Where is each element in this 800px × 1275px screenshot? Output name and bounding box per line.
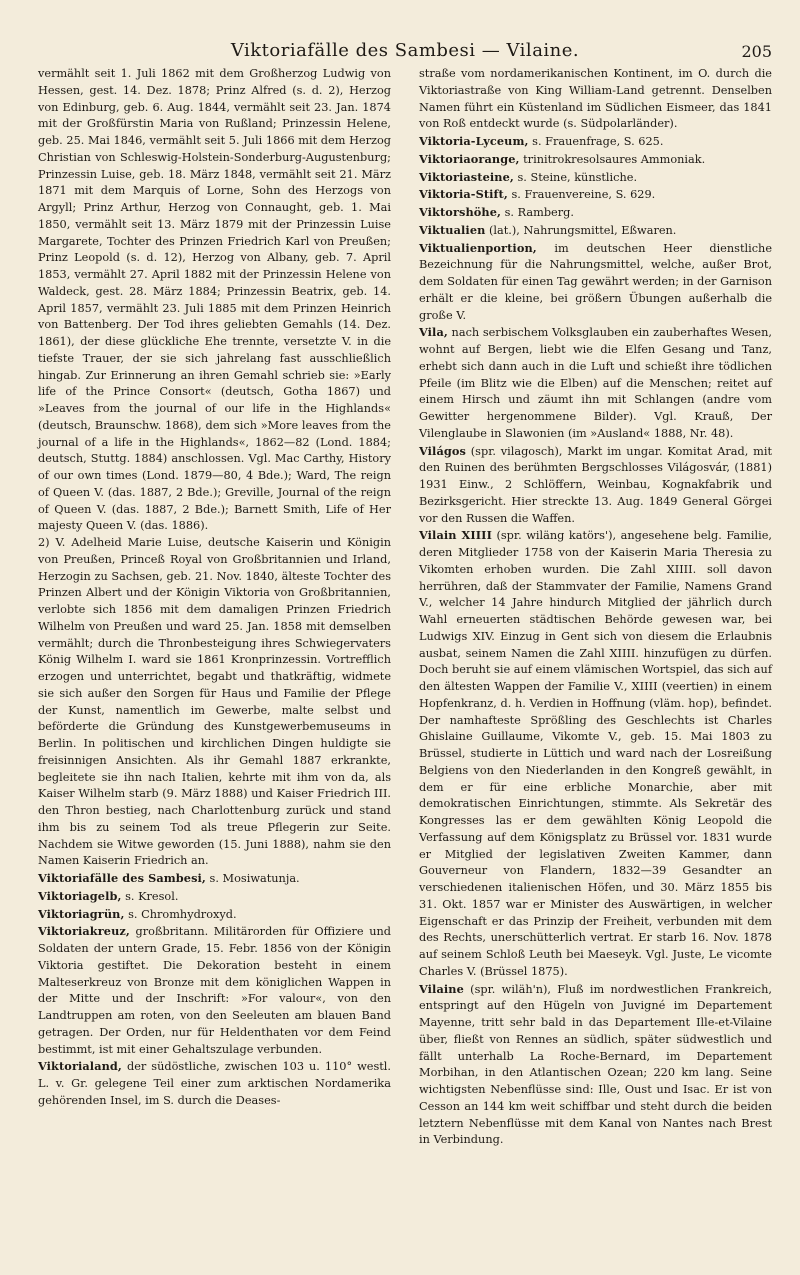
dictionary-entry bbox=[38, 906, 391, 924]
dictionary-entry bbox=[419, 443, 772, 528]
dictionary-entry bbox=[38, 1058, 391, 1109]
entry-headword: Világos bbox=[419, 443, 466, 458]
entry-text: s. Mosiwatunja. bbox=[205, 872, 300, 885]
entry-headword: Viktualien bbox=[419, 222, 486, 237]
dictionary-entry bbox=[38, 535, 391, 870]
dictionary-entry bbox=[419, 186, 772, 204]
dictionary-entry bbox=[419, 240, 772, 325]
dictionary-entry bbox=[419, 66, 772, 133]
running-head: Viktoriafälle des Sambesi — Vilaine. bbox=[230, 40, 580, 61]
entry-text: (spr. vilagosch), Markt im ungar. Komitat Arad, mit den Ruinen des berühmten Bergschlosses Világosvár, (1881) 1931 Einw., 2 Schlöffern, Weinbau, Kognakfabrik und Bezirksgericht. Hier streckte 13. Aug. 1849 General Görgei vor den Russen die Waffen. bbox=[419, 444, 772, 525]
text-columns bbox=[38, 66, 772, 1149]
entry-headword: Viktoria-Stift, bbox=[419, 187, 508, 202]
dictionary-entry bbox=[419, 527, 772, 980]
entry-text: s. Frauenfrage, S. 625. bbox=[528, 135, 664, 148]
entry-text: s. Steine, künstliche. bbox=[513, 170, 638, 184]
page-number: 205 bbox=[741, 42, 772, 61]
entry-text: s. Ramberg. bbox=[501, 206, 574, 219]
dictionary-entry bbox=[419, 151, 772, 169]
entry-text: der südöstliche, zwischen 103 u. 110° westl. L. v. Gr. gelegene Teil einer zum arktischen Nordamerika gehörenden Insel, im S. durch die Deases- bbox=[38, 1060, 391, 1107]
entry-text: (spr. wiläh'n), Fluß im nordwestlichen Frankreich, entspringt auf den Hügeln von Juvigné im Departement Mayenne, tritt sehr bald in das Departement Ille-et-Vilaine über, fließt von Rennes an südlich, später südwestlich und fällt unterhalb La Roche-Bernard, im Departement Morbihan, in den Atlantischen Ozean; 220 km lang. Seine wichtigsten Nebenflüsse sind: Ille, Oust und Isac. Er ist von Cesson an 144 km weit schiffbar und steht durch die beiden letztern Nebenflüsse mit dem Kanal von Nantes nach Brest in Verbindung. bbox=[419, 982, 772, 1147]
dictionary-entry bbox=[419, 204, 772, 222]
dictionary-entry bbox=[38, 923, 391, 1058]
entry-headword: Vilaine bbox=[419, 981, 464, 996]
entry-text: nach serbischem Volksglauben ein zauberhaftes Wesen, wohnt auf Bergen, liebt wie die Elfen Gesang und Tanz, erhebt sich dann auch in die Luft und schießt ihre tödlichen Pfeile (im Blitz wie die Elben) auf die Menschen; reitet auf einem Hirsch und zäumt ihn mit Schlangen (andre vom Gewitter hergenommene Bilder). Vgl. Krauß, Der Vilenglaube in Slawonien (im »Ausland« 1888, Nr. 48). bbox=[419, 326, 772, 440]
entry-headword: Viktualienportion, bbox=[419, 240, 537, 255]
entry-headword: Viktoriagelb, bbox=[38, 888, 122, 903]
entry-headword: Viktoriasteine, bbox=[419, 169, 514, 184]
entry-headword: Viktoriafälle des Sambesi, bbox=[38, 871, 206, 885]
entry-headword: Viktorialand, bbox=[38, 1059, 122, 1074]
dictionary-entry bbox=[419, 222, 772, 240]
entry-headword: Vila, bbox=[419, 325, 448, 340]
page-header bbox=[38, 0, 772, 66]
dictionary-entry bbox=[419, 981, 772, 1150]
entry-text: im deutschen Heer dienstliche Bezeichnung für die Nahrungsmittel, welche, außer Brot, dem Soldaten für einen Tag gewährt werden; in der Garnison erhält er die kleine, bei größern Übungen außerhalb die große V. bbox=[419, 241, 773, 322]
entry-text: straße vom nordamerikanischen Kontinent, im O. durch die Viktoriastraße von King William-Land getrennt. Denselben Namen führt ein Küstenland im Südlichen Eismeer, das 1841 von Roß entdeckt wurde (s. Südpolarländer). bbox=[419, 67, 772, 131]
entry-text: vermählt seit 1. Juli 1862 mit dem Großherzog Ludwig von Hessen, gest. 14. Dez. 1878; Prinz Alfred (s. d. 2), Herzog von Edinburg, geb. 6. Aug. 1844, vermählt seit 23. Jan. 1874 mit der Großfürstin Maria von Rußland; Prinzessin Helene, geb. 25. Mai 1846, vermählt seit 5. Juli 1866 mit dem Herzog Christian von Schleswig-Holstein-Sonderburg-Augustenburg; Prinzessin Luise, geb. 18. März 1848, vermählt seit 21. März 1871 mit dem Marquis of Lorne, Sohn des Herzogs von Argyll; Prinz Arthur, Herzog von Connaught, geb. 1. Mai 1850, vermählt seit 13. März 1879 mit der Prinzessin Luise Margarete, Tochter des Prinzen Friedrich Karl von Preußen; Prinz Leopold (s. d. 12), Herzog von Albany, geb. 7. April 1853, vermählt 27. April 1882 mit der Prinzessin Helene von Waldeck, gest. 28. März 1884; Prinzessin Beatrix, geb. 14. April 1857, vermählt 23. Juli 1885 mit dem Prinzen Heinrich von Battenberg. Der Tod ihres geliebten Gemahls (14. Dez. 1861), der diese glückliche Ehe trennte, versetzte V. in die tiefste Trauer, der sie sich jahrelang fast ausschließlich hingab. Zur Erinnerung an ihren Gemahl schrieb sie: »Early life of the Prince Consort« (deutsch, Gotha 1867) und »Leaves from the journal of our life in the Highlands« (deutsch, Braunschw. 1868), dem sich »More leaves from the journal of a life in the Highlands«, 1862—82 (Lond. 1884; deutsch, Stuttg. 1884) anschlossen. Vgl. Mac Carthy, History of our own times (Lond. 1879—80, 4 Bde.); Ward, The reign of Queen V. (das. 1887, 2 Bde.); Greville, Journal of the reign of Queen V. (das. 1887, 2 Bde.); Barnett Smith, Life of Her majesty Queen V. (das. 1886). bbox=[38, 67, 391, 533]
entry-headword: Viktoria-Lyceum, bbox=[419, 134, 529, 148]
entry-text: s. Chromhydroxyd. bbox=[124, 907, 237, 921]
dictionary-entry bbox=[38, 870, 391, 888]
entry-headword: Viktoriakreuz, bbox=[38, 924, 130, 939]
dictionary-entry bbox=[419, 169, 772, 187]
left-column bbox=[38, 66, 391, 1149]
entry-text: großbritann. Militärorden für Offiziere und Soldaten der untern Grade, 15. Febr. 1856 von der Königin Viktoria gestiftet. Die Dekoration besteht in einem Malteserkreuz von Bronze mit dem königlichen Wappen in der Mitte und der Inschrift: »For valour«, von den Landtruppen am roten, von den Seeleuten am blauen Band getragen. Der Orden, nur für Heldenthaten vor dem Feind bestimmt, ist mit einer Gehaltszulage verbunden. bbox=[38, 925, 391, 1056]
entry-text: s. Frauenvereine, S. 629. bbox=[507, 188, 656, 202]
dictionary-entry bbox=[419, 133, 772, 151]
right-column bbox=[419, 66, 772, 1149]
dictionary-entry bbox=[419, 324, 772, 442]
dictionary-entry bbox=[38, 888, 391, 906]
entry-text: 2) V. Adelheid Marie Luise, deutsche Kaiserin und Königin von Preußen, Princeß Royal von Großbritannien und Irland, Herzogin zu Sachsen, geb. 21. Nov. 1840, älteste Tochter des Prinzen Albert und der Königin Viktoria von Großbritannien, verlobte sich 1856 mit dem damaligen Prinzen Friedrich Wilhelm von Preußen und ward 25. Jan. 1858 mit demselben vermählt; durch die Thronbesteigung ihres Schwiegervaters König Wilhelm I. ward sie 1861 Kronprinzessin. Vortrefflich erzogen und unterrichtet, begabt und thatkräftig, widmete sie sich außer den Sorgen für Haus und Familie der Pflege der Kunst, namentlich im Gewerbe, malte selbst und beförderte die Gründung des Kunstgewerbemuseums in Berlin. In politischen und kirchlichen Dingen huldigte sie freisinnigen Ansichten. Als ihr Gemahl 1887 erkrankte, begleitete sie ihn nach Italien, kehrte mit ihm von da, als Kaiser Wilhelm starb (9. März 1888) und Kaiser Friedrich III. den Thron bestieg, nach Charlottenburg zurück und stand ihm bis zu seinem Tod als treue Pflegerin zur Seite. Nachdem sie Witwe geworden (15. Juni 1888), nahm sie den Namen Kaiserin Friedrich an. bbox=[38, 536, 391, 868]
entry-headword: Viktoriagrün, bbox=[38, 906, 125, 921]
entry-text: (spr. wiläng katörs'), angesehene belg. Familie, deren Mitglieder 1758 von der Kaiserin Maria Theresia zu Vikomten erhoben wurden. Die Zahl XIIII. soll davon herrühren, daß der Stammvater der Familie, Namens Grand V., welcher 14 Jahre hindurch Mitglied der jährlich durch Wahl erneuerten städtischen Behörde gewesen war, bei Ludwigs XIV. Einzug in Gent sich von diesem die Erlaubnis ausbat, seinem Namen die Zahl XIIII. hinzufügen zu dürfen. Doch beruht sie auf einem vlämischen Wortspiel, das sich auf den ältesten Wappen der Familie V., XIIII (veertien) in einem Hopfenkranz, d. h. Verdien in Hoffnung (vläm. hop), befindet. Der namhafteste Sprößling des Geschlechts ist Charles Ghislaine Guillaume, Vikomte V., geb. 15. Mai 1803 zu Brüssel, studierte in Lüttich und ward nach der Losreißung Belgiens von den Niederlanden in den Kongreß gewählt, in dem er für eine erbliche Monarchie, aber mit demokratischen Einrichtungen, stimmte. Als Sekretär des Kongresses las er dem gewählten König Leopold die Verfassung auf dem Königsplatz zu Brüssel vor. 1831 wurde er Mitglied der legislativen Zweiten Kammer, dann Gouverneur von Flandern, 1832—39 Gesandter an verschiedenen italienischen Höfen, und 30. März 1855 bis 31. Okt. 1857 war er Minister des Auswärtigen, in welcher Eigenschaft er das Prinzip der Freiheit, verbunden mit dem des Rechts, unerschütterlich vertrat. Er starb 16. Nov. 1878 auf seinem Schloß Leuth bei Maeseyk. Vgl. Juste, Le vicomte Charles V. (Brüssel 1875). bbox=[419, 529, 772, 978]
entry-text: s. Kresol. bbox=[121, 889, 179, 903]
dictionary-entry bbox=[38, 66, 391, 535]
entry-headword: Vilain XIIII bbox=[419, 528, 492, 543]
entry-text: (lat.), Nahrungsmittel, Eßwaren. bbox=[485, 223, 677, 237]
entry-headword: Viktoriaorange, bbox=[419, 151, 520, 166]
entry-text: trinitrokresolsaures Ammoniak. bbox=[519, 152, 706, 166]
entry-headword: Viktorshöhe, bbox=[419, 205, 502, 219]
